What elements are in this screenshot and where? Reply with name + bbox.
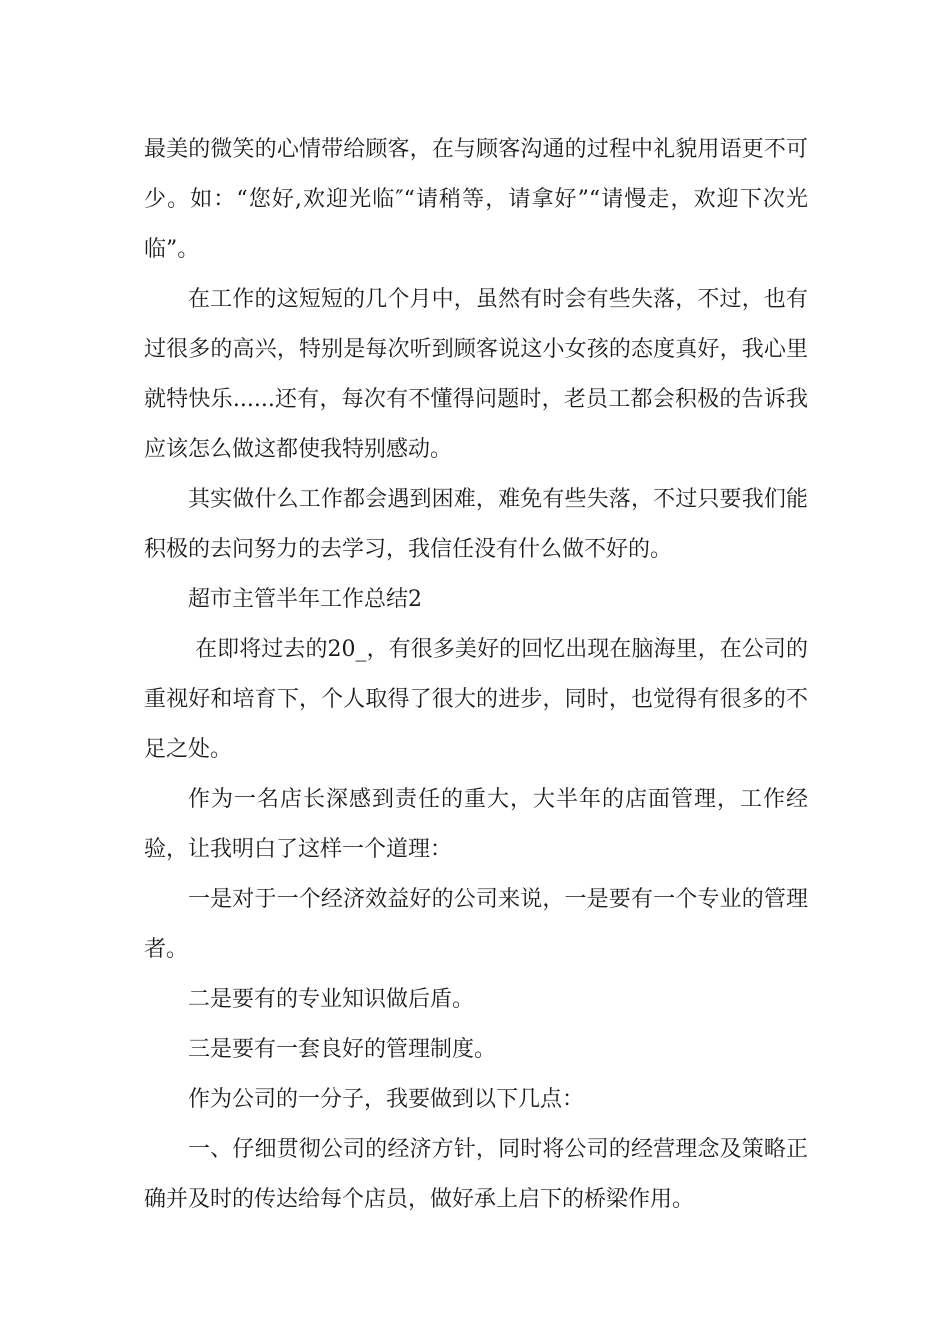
paragraph: 二是要有的专业知识做后盾。	[188, 987, 475, 1012]
section-heading: 超市主管半年工作总结2	[188, 587, 422, 612]
paragraph: 一、仔细贯彻公司的经济方针，同时将公司的经营理念及策略正确并及时的传达给每个店员，做好承上启下的桥梁作用。	[144, 1137, 808, 1212]
paragraph: 最美的微笑的心情带给顾客，在与顾客沟通的过程中礼貌用语更不可少。如：“您好,欢迎光临″“请稍等，请拿好”“请慢走，欢迎下次光临”。	[144, 137, 808, 262]
paragraph: 一是对于一个经济效益好的公司来说，一是要有一个专业的管理者。	[144, 887, 808, 962]
paragraph: 在即将过去的20_，有很多美好的回忆出现在脑海里，在公司的重视好和培育下，个人取得了很大的进步，同时，也觉得有很多的不足之处。	[144, 637, 809, 762]
paragraph: 三是要有一套良好的管理制度。	[188, 1037, 497, 1062]
paragraph: 在工作的这短短的几个月中，虽然有时会有些失落，不过，也有过很多的高兴，特别是每次听到顾客说这小女孩的态度真好，我心里就特快乐......还有，每次有不懂得问题时，老员工都会积极的告诉我应该怎么做这都使我特别感动。	[144, 287, 808, 462]
paragraph: 作为一名店长深感到责任的重大，大半年的店面管理，工作经验，让我明白了这样一个道理：	[144, 787, 808, 862]
document-page	[144, 125, 808, 1225]
paragraph: 作为公司的一分子，我要做到以下几点：	[188, 1087, 585, 1112]
paragraph: 其实做什么工作都会遇到困难，难免有些失落，不过只要我们能积极的去问努力的去学习，我信任没有什么做不好的。	[144, 487, 808, 562]
